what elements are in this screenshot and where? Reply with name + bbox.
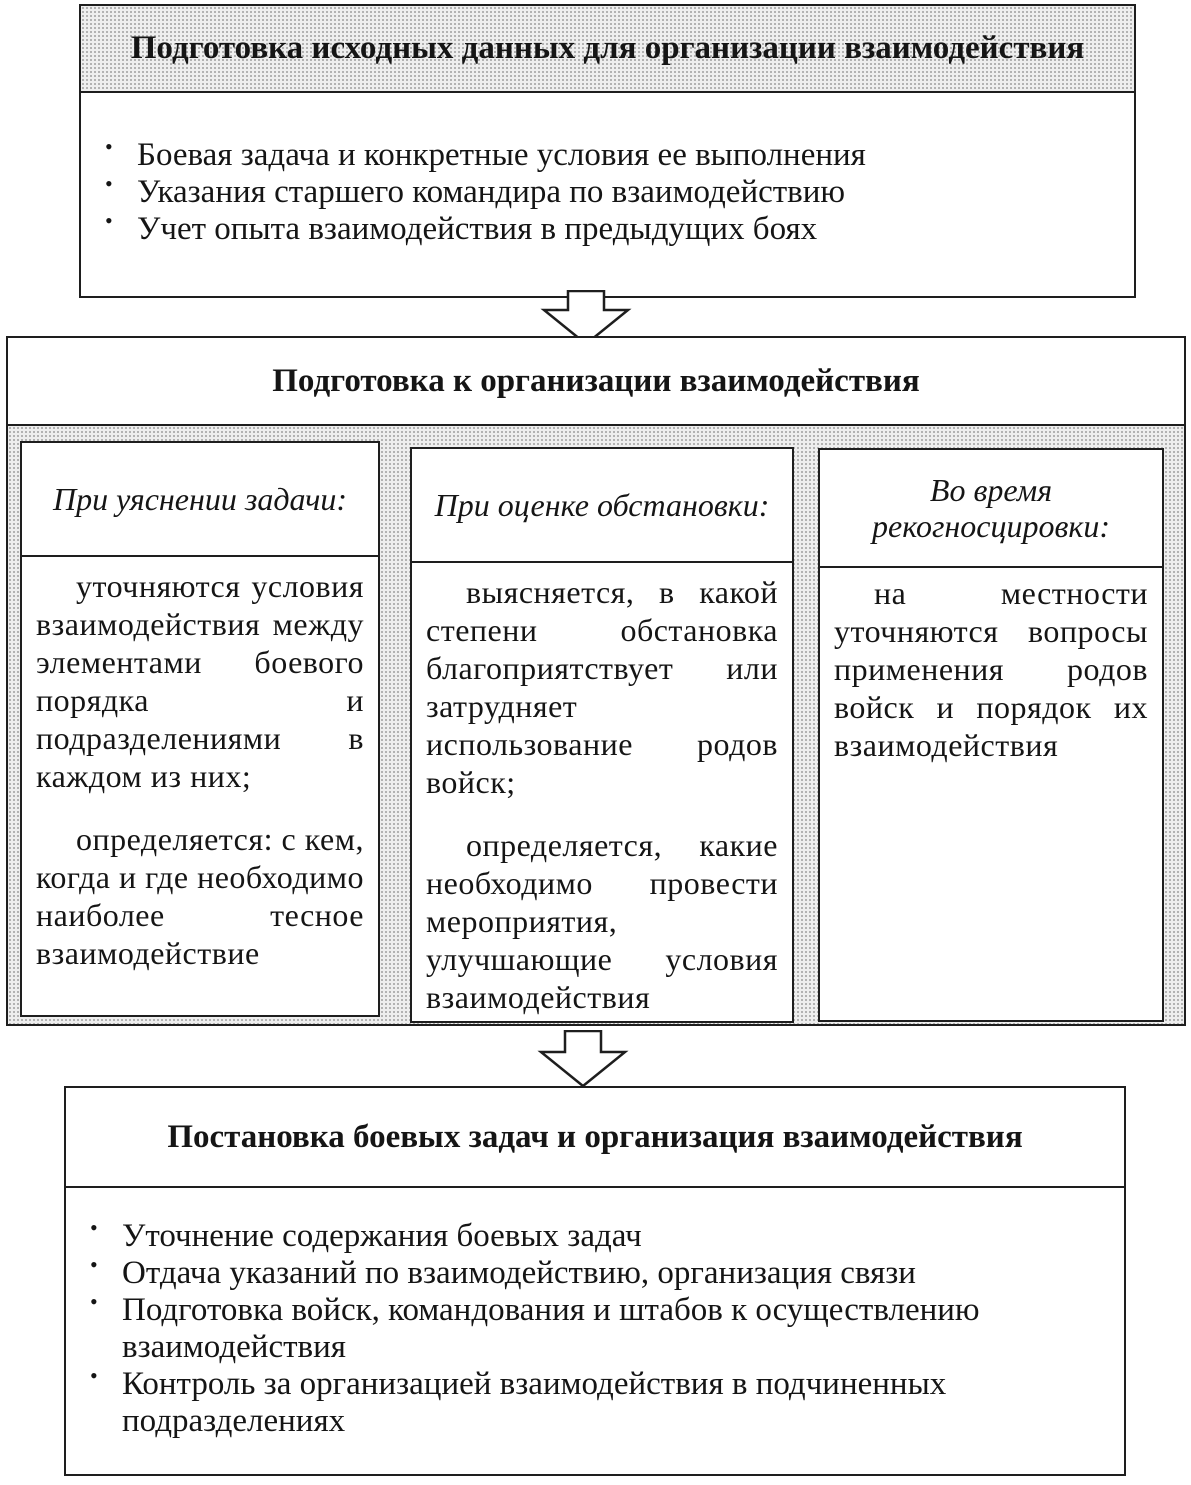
column-paragraph: уточняются условия взаимодействия между элементами боевого порядка и подразделениями в каждом из них; xyxy=(36,568,364,794)
column-heading: При уяснении задачи: xyxy=(22,443,378,557)
reconnaissance-column xyxy=(818,448,1164,1022)
column-body xyxy=(36,567,364,997)
initial-data-title: Подготовка исходных данных для организации взаимодействия xyxy=(130,30,1085,66)
list-item: • Уточнение содержания боевых задач xyxy=(86,1218,1106,1255)
preparation-header xyxy=(8,338,1184,426)
initial-data-header xyxy=(81,6,1134,93)
column-paragraph: на местности уточняются вопросы применения родов войск и порядок их взаимодействия xyxy=(834,575,1148,763)
list-item: • Контроль за организацией взаимодействия в подчиненных подразделениях xyxy=(86,1366,1106,1440)
initial-data-list xyxy=(101,137,866,248)
task-setting-list xyxy=(86,1218,1106,1440)
list-item: • Указания старшего командира по взаимодействию xyxy=(101,174,866,211)
task-clarification-column xyxy=(20,441,380,1017)
task-setting-header xyxy=(66,1088,1124,1188)
column-heading: Во время рекогносцировки: xyxy=(820,450,1162,568)
list-item: • Боевая задача и конкретные условия ее выполнения xyxy=(101,137,866,174)
task-setting-block xyxy=(64,1086,1126,1476)
preparation-title: Подготовка к организации взаимодействия xyxy=(272,362,920,399)
column-paragraph: определяется: с кем, когда и где необходимо наиболее тесное взаимодействие xyxy=(36,821,364,971)
column-heading: При оценке обстановки: xyxy=(412,449,792,563)
column-paragraph: выясняется, в какой степени обстановка благоприятствует или затрудняет использование родов войск; xyxy=(426,574,778,800)
column-paragraph: определяется, какие необходимо провести мероприятия, улучшающие условия взаимодействия xyxy=(426,827,778,1015)
initial-data-block xyxy=(79,4,1136,298)
task-setting-title: Постановка боевых задач и организация взаимодействия xyxy=(167,1118,1023,1155)
list-item: • Учет опыта взаимодействия в предыдущих боях xyxy=(101,211,866,248)
column-body xyxy=(426,573,778,1041)
list-item: • Отдача указаний по взаимодействию, организация связи xyxy=(86,1255,1106,1292)
situation-assessment-column xyxy=(410,447,794,1023)
list-item: • Подготовка войск, командования и штабов к осуществлению взаимодействия xyxy=(86,1292,1106,1366)
column-body xyxy=(834,574,1148,789)
down-arrow-icon xyxy=(537,1030,629,1088)
